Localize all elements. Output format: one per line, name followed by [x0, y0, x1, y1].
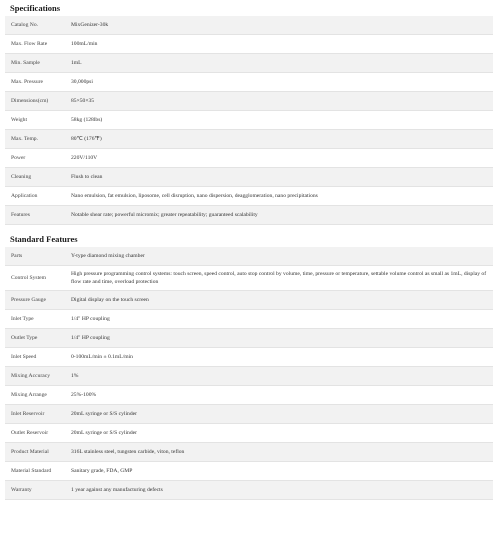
row-value: Digital display on the touch screen [65, 291, 493, 310]
row-value: 20mL syringe or S/S cylinder [65, 424, 493, 443]
table-row [5, 462, 493, 481]
table-row [5, 16, 493, 35]
row-value: 100mL/min [65, 35, 493, 54]
row-label: Inlet Reservoir [5, 405, 65, 424]
row-value: Y-type diamond mixing chamber [65, 247, 493, 266]
row-value: 1/4" HP coupling [65, 310, 493, 329]
row-label: Outlet Reservoir [5, 424, 65, 443]
row-label: Mixing Arrange [5, 386, 65, 405]
table-row [5, 481, 493, 500]
row-value: 1mL [65, 54, 493, 73]
table-row [5, 92, 493, 111]
row-value: Nano emulsion, fat emulsion, liposome, cell disruption, nano dispersion, deagglomeration, nano precipitations [65, 187, 493, 206]
specifications-table-body [5, 16, 493, 225]
row-value: Flush to clean [65, 168, 493, 187]
table-row [5, 73, 493, 92]
row-label: Material Standard [5, 462, 65, 481]
table-row [5, 206, 493, 225]
row-value: 30,000psi [65, 73, 493, 92]
specifications-section [0, 0, 500, 225]
row-value: 1 year against any manufacturing defects [65, 481, 493, 500]
row-value: 220V/110V [65, 149, 493, 168]
standard-features-table-body [5, 247, 493, 500]
table-row [5, 247, 493, 266]
row-label: Parts [5, 247, 65, 266]
specifications-table [5, 16, 493, 225]
table-row [5, 266, 493, 291]
row-value: 25%-100% [65, 386, 493, 405]
row-value: 20mL syringe or S/S cylinder [65, 405, 493, 424]
standard-features-title: Standard Features [10, 234, 78, 244]
row-value: 80℃ (176℉) [65, 130, 493, 149]
row-label: Mixing Accuracy [5, 367, 65, 386]
row-label: Pressure Gauge [5, 291, 65, 310]
standard-features-table [5, 247, 493, 500]
row-label: Inlet Speed [5, 348, 65, 367]
row-label: Product Material [5, 443, 65, 462]
row-label: Max. Pressure [5, 73, 65, 92]
row-label: Min. Sample [5, 54, 65, 73]
table-row [5, 168, 493, 187]
row-label: Outlet Type [5, 329, 65, 348]
standard-features-section [0, 231, 500, 500]
row-label: Cleaning [5, 168, 65, 187]
row-value: 0-100mL/min ± 0.1mL/min [65, 348, 493, 367]
table-row [5, 149, 493, 168]
row-label: Catalog No. [5, 16, 65, 35]
table-row [5, 310, 493, 329]
row-label: Power [5, 149, 65, 168]
table-row [5, 54, 493, 73]
row-label: Dimensions(cm) [5, 92, 65, 111]
row-value: High pressure programming control systems: touch screen, speed control, auto stop control by volume, time, pressure or temperature, settable volume control as small as 1mL, display of flow rate and time, overload protection [65, 266, 493, 291]
row-value: Sanitary grade, FDA, GMP [65, 462, 493, 481]
table-row [5, 35, 493, 54]
row-value: Notable shear rate; powerful micromix; greater repeatability; guaranteed scalability [65, 206, 493, 225]
table-row [5, 187, 493, 206]
table-row [5, 130, 493, 149]
table-row [5, 443, 493, 462]
table-row [5, 348, 493, 367]
specifications-title: Specifications [10, 3, 61, 13]
table-row [5, 291, 493, 310]
row-label: Max. Flow Rate [5, 35, 65, 54]
row-value: 1/4" HP coupling [65, 329, 493, 348]
table-row [5, 405, 493, 424]
table-row [5, 367, 493, 386]
row-label: Inlet Type [5, 310, 65, 329]
row-value: 85×50×35 [65, 92, 493, 111]
row-value: 1% [65, 367, 493, 386]
table-row [5, 424, 493, 443]
row-label: Weight [5, 111, 65, 130]
row-label: Application [5, 187, 65, 206]
row-value: 316L stainless steel, tungsten carbide, viton, teflon [65, 443, 493, 462]
row-label: Control System [5, 266, 65, 291]
table-row [5, 111, 493, 130]
row-label: Features [5, 206, 65, 225]
table-row [5, 329, 493, 348]
row-value: 58kg (128lbs) [65, 111, 493, 130]
table-row [5, 386, 493, 405]
row-label: Max. Temp. [5, 130, 65, 149]
row-value: MixGenizer-30k [65, 16, 493, 35]
row-label: Warranty [5, 481, 65, 500]
